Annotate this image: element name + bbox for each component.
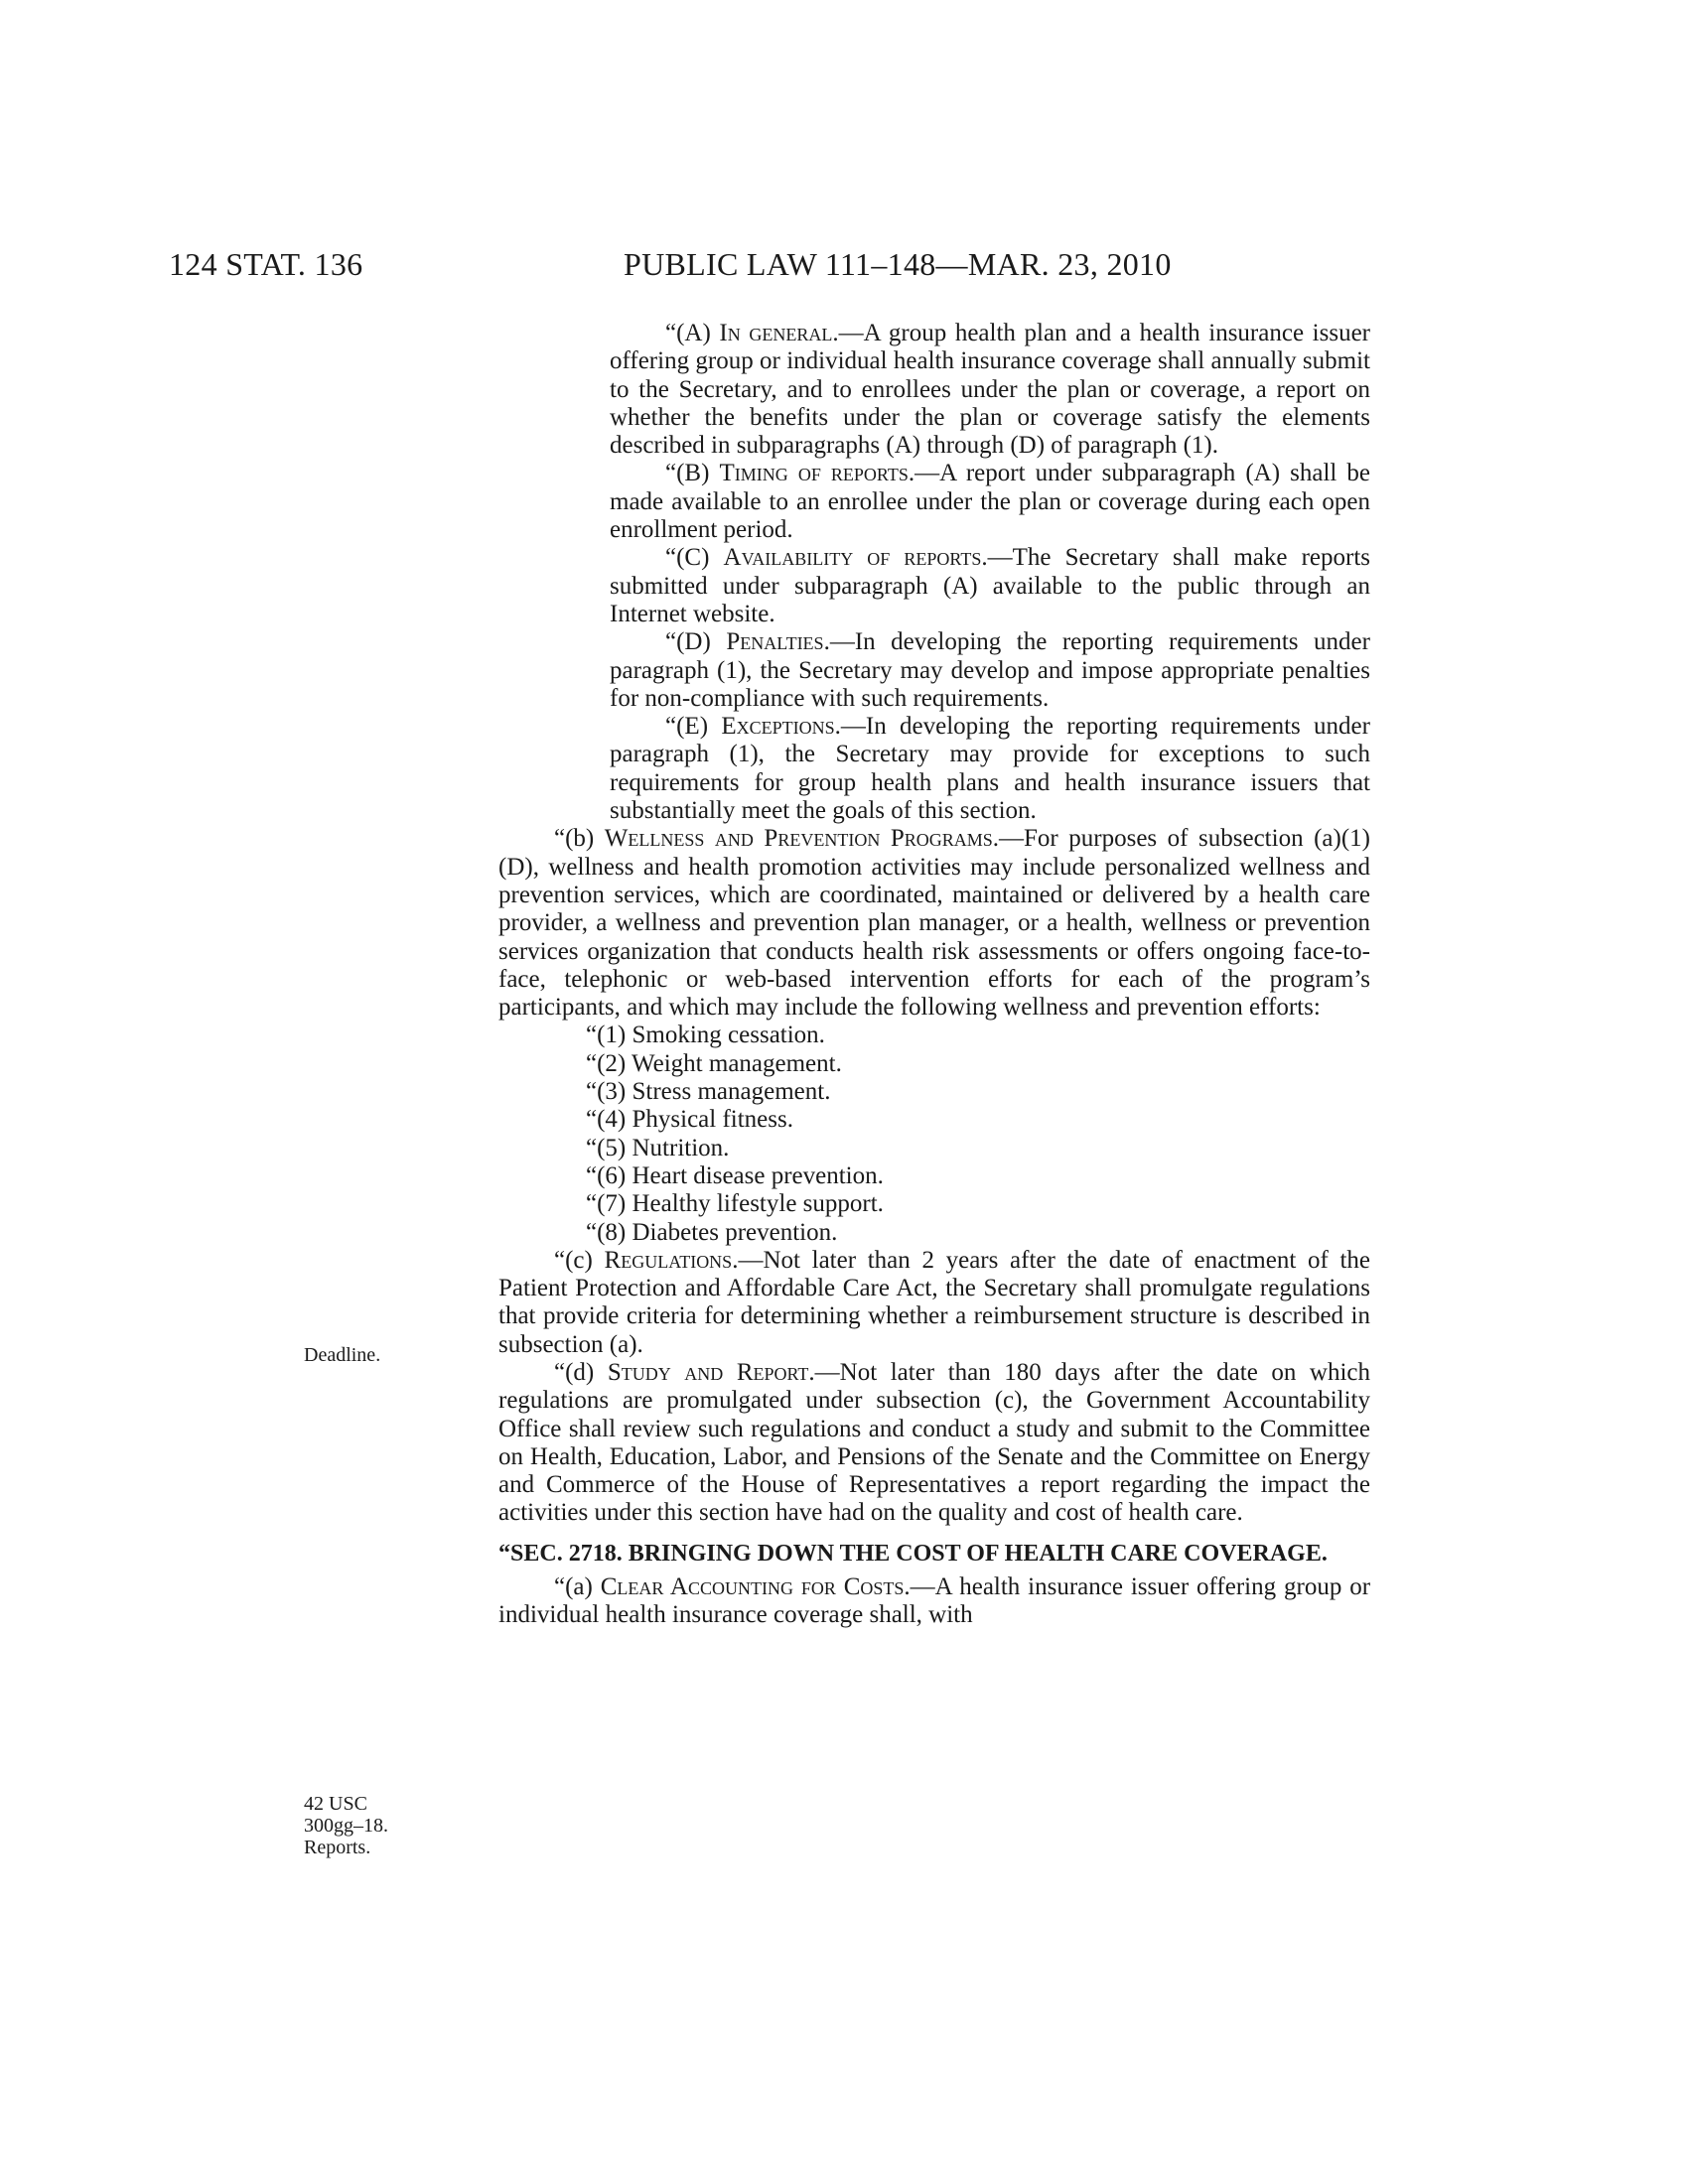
margin-note-usc xyxy=(304,1793,388,1858)
margin-note-usc-line2: 300gg–18. xyxy=(304,1815,388,1837)
subsection-d-study: “(d) Study and Report.—Not later than 180 days after the date on which regulations are promulgated under subsection (c), the Government Accountability Office shall review such regulations and conduct a study and submit to the Committee on Health, Education, Labor, and Pensions of the Senate and the Committee on Energy and Commerce of the House of Representatives a report regarding the impact the activities under this section have had on the quality and cost of health care. xyxy=(498,1358,1371,1527)
subparagraph-c-heading: Availability of reports xyxy=(723,544,982,572)
subparagraph-b-heading: Timing of reports xyxy=(719,460,909,487)
list-item: “(7) Healthy lifestyle support. xyxy=(586,1190,884,1218)
clear-accounting-heading: Clear Accounting for Costs xyxy=(600,1573,905,1601)
subsection-b-wellness: “(b) Wellness and Prevention Programs.—For purposes of subsection (a)(1)(D), wellness and health promotion activities may include personalized wellness and prevention services, which are coordinated, maintained or delivered by a health care provider, a wellness and prevention plan manager, or a health, wellness or prevention services organization that conducts health risk assessments or offers ongoing face-to-face, telephonic or web-based intervention efforts for each of the program’s participants, and which may include the following wellness and prevention efforts: xyxy=(498,825,1370,1022)
subsection-b-heading: Wellness and Prevention Programs xyxy=(604,825,993,853)
law-title: PUBLIC LAW 111–148—MAR. 23, 2010 xyxy=(624,246,1172,282)
margin-note-usc-line1: 42 USC xyxy=(304,1793,367,1815)
subparagraph-e: “(E) Exceptions.—In developing the reporting requirements under paragraph (1), the Secretary may provide for exceptions to such requirements for group health plans and health insurance issuers that substantially meet the goals of this section. xyxy=(610,713,1370,825)
subsection-a-clear-accounting: “(a) Clear Accounting for Costs.—A health insurance issuer offering group or individual health insurance coverage shall, with xyxy=(498,1573,1371,1629)
margin-note-reports: Reports. xyxy=(304,1837,371,1858)
subsection-d-heading: Study and Report xyxy=(607,1358,809,1386)
subparagraph-a-heading: In general xyxy=(719,320,833,346)
statute-citation: 124 STAT. 136 xyxy=(169,246,363,282)
list-item: “(3) Stress management. xyxy=(586,1078,831,1106)
subparagraph-a: “(A) In general.—A group health plan and a health insurance issuer offering group or individual health insurance coverage shall annually submit to the Secretary, and to enrollees under the plan or coverage, a report on whether the benefits under the plan or coverage satisfy the elements described in subparagraphs (A) through (D) of paragraph (1). xyxy=(610,320,1370,460)
list-item: “(5) Nutrition. xyxy=(586,1134,730,1161)
list-item: “(1) Smoking cessation. xyxy=(586,1022,825,1049)
list-item: “(2) Weight management. xyxy=(586,1049,842,1077)
wellness-efforts-list xyxy=(498,1022,1370,1246)
page-header xyxy=(0,246,1688,286)
margin-note-deadline: Deadline. xyxy=(304,1344,381,1366)
subparagraph-d-heading: Penalties xyxy=(726,628,824,656)
subparagraph-c: “(C) Availability of reports.—The Secretary shall make reports submitted under subparagraph (A) available to the public through an Internet website. xyxy=(610,544,1371,627)
subparagraph-b: “(B) Timing of reports.—A report under subparagraph (A) shall be made available to an enrollee under the plan or coverage during each open enrollment period. xyxy=(610,460,1371,544)
document-body xyxy=(498,320,1370,1630)
list-item: “(8) Diabetes prevention. xyxy=(586,1218,838,1246)
subsection-c-heading: Regulations xyxy=(604,1246,733,1274)
subparagraph-d: “(D) Penalties.—In developing the reporting requirements under paragraph (1), the Secretary may develop and impose appropriate penalties for non-compliance with such requirements. xyxy=(610,628,1370,712)
subparagraph-e-heading: Exceptions xyxy=(721,713,835,741)
subsection-c-regulations: “(c) Regulations.—Not later than 2 years after the date of enactment of the Patient Protection and Affordable Care Act, the Secretary shall promulgate regulations that provide criteria for determining whether a reimbursement structure is described in subsection (a). xyxy=(498,1246,1370,1358)
section-2718-heading: “SEC. 2718. BRINGING DOWN THE COST OF HEALTH CARE COVERAGE. xyxy=(498,1540,1328,1567)
list-item: “(4) Physical fitness. xyxy=(586,1106,793,1134)
list-item: “(6) Heart disease prevention. xyxy=(586,1161,884,1189)
